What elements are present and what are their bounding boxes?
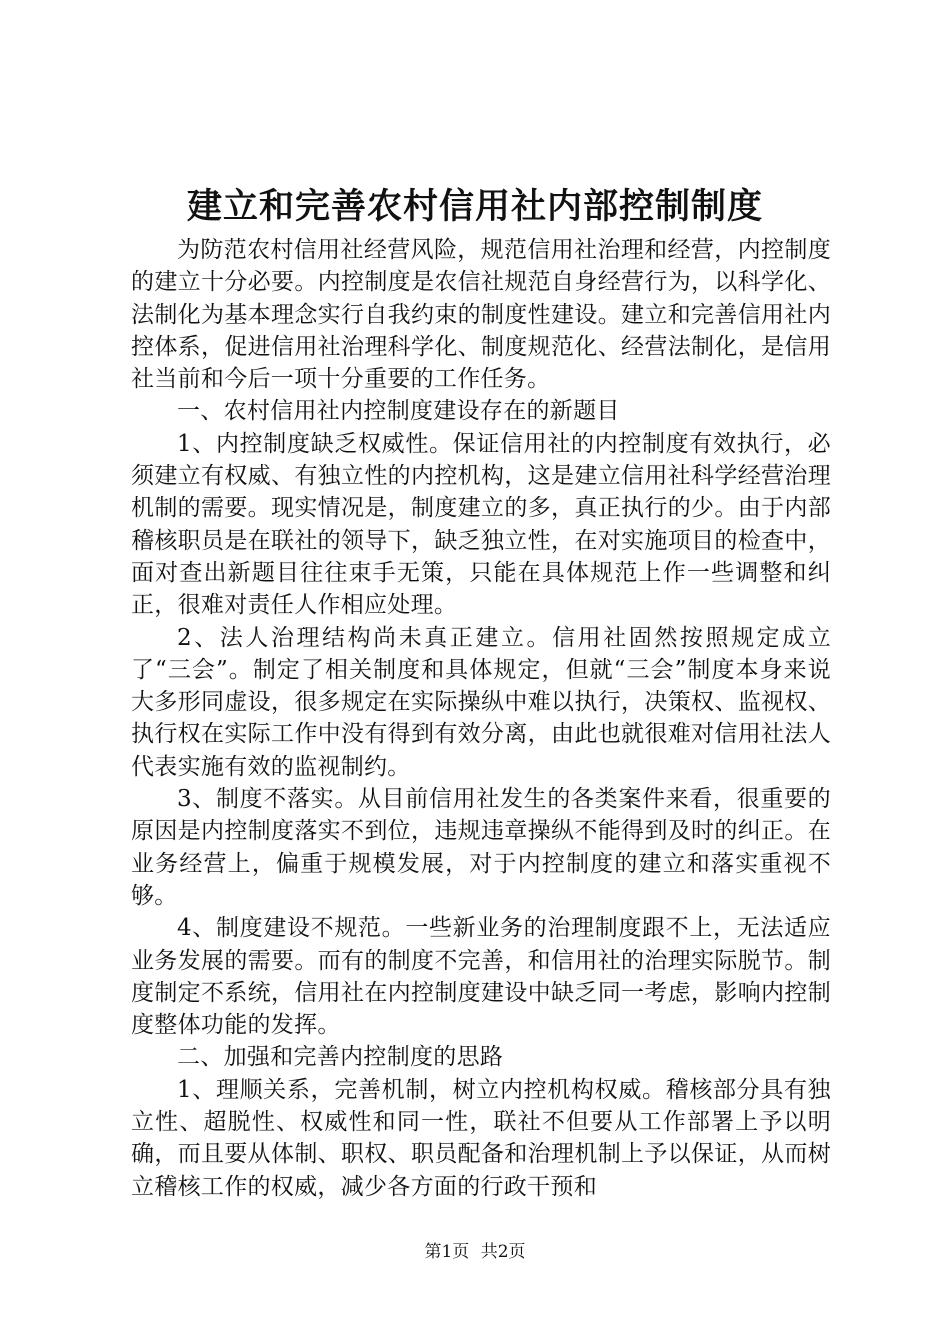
section-heading-2: 二、加强和完善内控制度的思路 bbox=[177, 1044, 504, 1071]
paragraph-intro: 为防范农村信用社经营风险，规范信用社治理和经营，内控制度的建立十分必要。内控制度是农信社规范自身经营行为，以科学化、法制化为基本理念实行自我约束的制度性建设。建立和完善信用社内控体系，促进信用社治理科学化、制度规范化、经营法制化，是信用社当前和今后一项十分重要的工作任务。 bbox=[131, 237, 831, 393]
document-title: 建立和完善农村信用社内部控制制度 bbox=[186, 186, 763, 227]
paragraph-item-5: 1、理顺关系，完善机制，树立内控机构权威。稽核部分具有独立性、超脱性、权威性和同一性，联社不但要从工作部署上予以明确，而且要从体制、职权、职员配备和治理机制上予以保证，从而树立稽核工作的权威，减少各方面的行政干预和 bbox=[131, 1076, 831, 1200]
section-heading-1: 一、农村信用社内控制度建设存在的新题目 bbox=[177, 398, 620, 425]
paragraph-item-3: 3、制度不落实。从目前信用社发生的各类案件来看，很重要的原因是内控制度落实不到位，违规违章操纵不能得到及时的纠正。在业务经营上，偏重于规模发展，对于内控制度的建立和落实重视不够。 bbox=[131, 786, 831, 909]
paragraph-item-1: 1、内控制度缺乏权威性。保证信用社的内控制度有效执行，必须建立有权威、有独立性的内控机构，这是建立信用社科学经营治理机制的需要。现实情况是，制度建立的多，真正执行的少。由于内部稽核职员是在联社的领导下，缺乏独立性，在对实施项目的检查中，面对查出新题目往往束手无策，只能在具体规范上作一些调整和纠正，很难对责任人作相应处理。 bbox=[131, 430, 831, 619]
document-body bbox=[131, 234, 831, 1203]
paragraph-item-2: 2、法人治理结构尚未真正建立。信用社固然按照规定成立了“三会”。制定了相关制度和具体规定，但就“三会”制度本身来说大多形同虚设，很多规定在实际操纵中难以执行，决策权、监视权、执行权在实际工作中没有得到有效分离，由此也就很难对信用社法人代表实施有效的监视制约。 bbox=[131, 624, 831, 780]
page-footer bbox=[0, 1240, 950, 1264]
page-total: 共2页 bbox=[480, 1242, 526, 1262]
page-number: 第1页 bbox=[424, 1242, 470, 1262]
paragraph-item-4: 4、制度建设不规范。一些新业务的治理制度跟不上，无法适应业务发展的需要。而有的制度不完善，和信用社的治理实际脱节。制度制定不系统，信用社在内控制度建设中缺乏同一考虑，影响内控制度整体功能的发挥。 bbox=[131, 915, 831, 1039]
